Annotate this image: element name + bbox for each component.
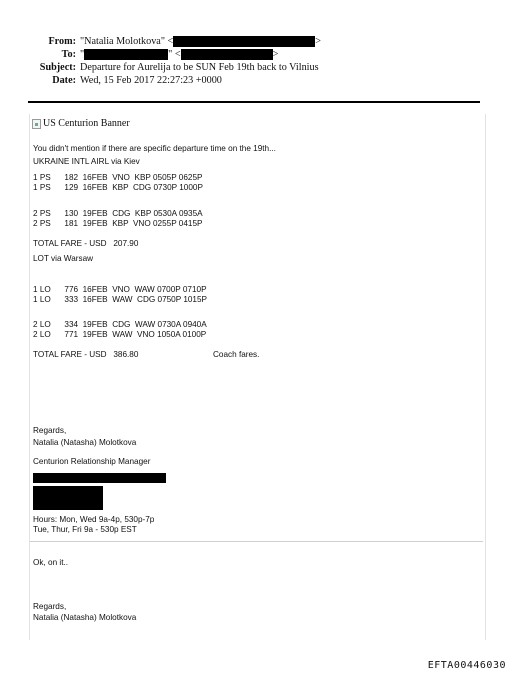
header-divider [28,101,480,103]
flight-row: 2 LO 771 19FEB WAW VNO 1050A 0100P [33,330,207,339]
flight-row: 1 LO 333 16FEB WAW CDG 0750P 1015P [33,295,207,304]
redaction-block [84,49,168,60]
banner-alt-text: US Centurion Banner [43,118,130,129]
intro-text: You didn't mention if there are specific departure time on the 19th... [33,144,276,153]
reply-regards: Regards, [33,602,67,611]
redaction-block [33,486,103,510]
hours-line-1: Hours: Mon, Wed 9a-4p, 530p-7p [33,515,155,524]
flight-row: 1 PS 129 16FEB KBP CDG 0730P 1000P [33,183,203,192]
hours-line-2: Tue, Thur, Fri 9a - 530p EST [33,525,137,534]
date-label: Date: [52,75,76,86]
from-value: "Natalia Molotkova" < [80,36,174,47]
redaction-block [33,473,166,483]
subject-value: Departure for Aurelija to be SUN Feb 19th back to Vilnius [80,62,319,73]
to-mid: " < [168,49,181,60]
from-label: From: [48,36,76,47]
redaction-block [181,49,273,60]
to-value: " [80,49,85,60]
signature-title: Centurion Relationship Manager [33,457,151,466]
option2-total: TOTAL FARE - USD 386.80 [33,350,139,359]
flight-row: 1 PS 182 16FEB VNO KBP 0505P 0625P [33,173,203,182]
signature-name: Natalia (Natasha) Molotkova [33,438,137,447]
document-id: EFTA00446030 [427,660,506,671]
regards-text: Regards, [33,426,67,435]
reply-signature-name: Natalia (Natasha) Molotkova [33,613,137,622]
flight-row: 2 LO 334 19FEB CDG WAW 0730A 0940A [33,320,207,329]
option2-title: LOT via Warsaw [33,254,94,263]
reply-text: Ok, on it.. [33,558,69,567]
centurion-banner [32,118,130,129]
option1-title: UKRAINE INTL AIRL via Kiev [33,157,140,166]
broken-image-icon [32,119,41,129]
to-tail: > [272,49,279,60]
from-tail: > [315,36,322,47]
flight-row: 2 PS 130 19FEB CDG KBP 0530A 0935A [33,209,203,218]
flight-row: 2 PS 181 19FEB KBP VNO 0255P 0415P [33,219,203,228]
option1-total: TOTAL FARE - USD 207.90 [33,239,139,248]
reply-divider [30,541,483,542]
redaction-block [173,36,315,47]
date-value: Wed, 15 Feb 2017 22:27:23 +0000 [80,75,222,86]
flight-row: 1 LO 776 16FEB VNO WAW 0700P 0710P [33,285,207,294]
subject-label: Subject: [39,62,76,73]
coach-note: Coach fares. [213,350,260,359]
to-label: To: [61,49,76,60]
